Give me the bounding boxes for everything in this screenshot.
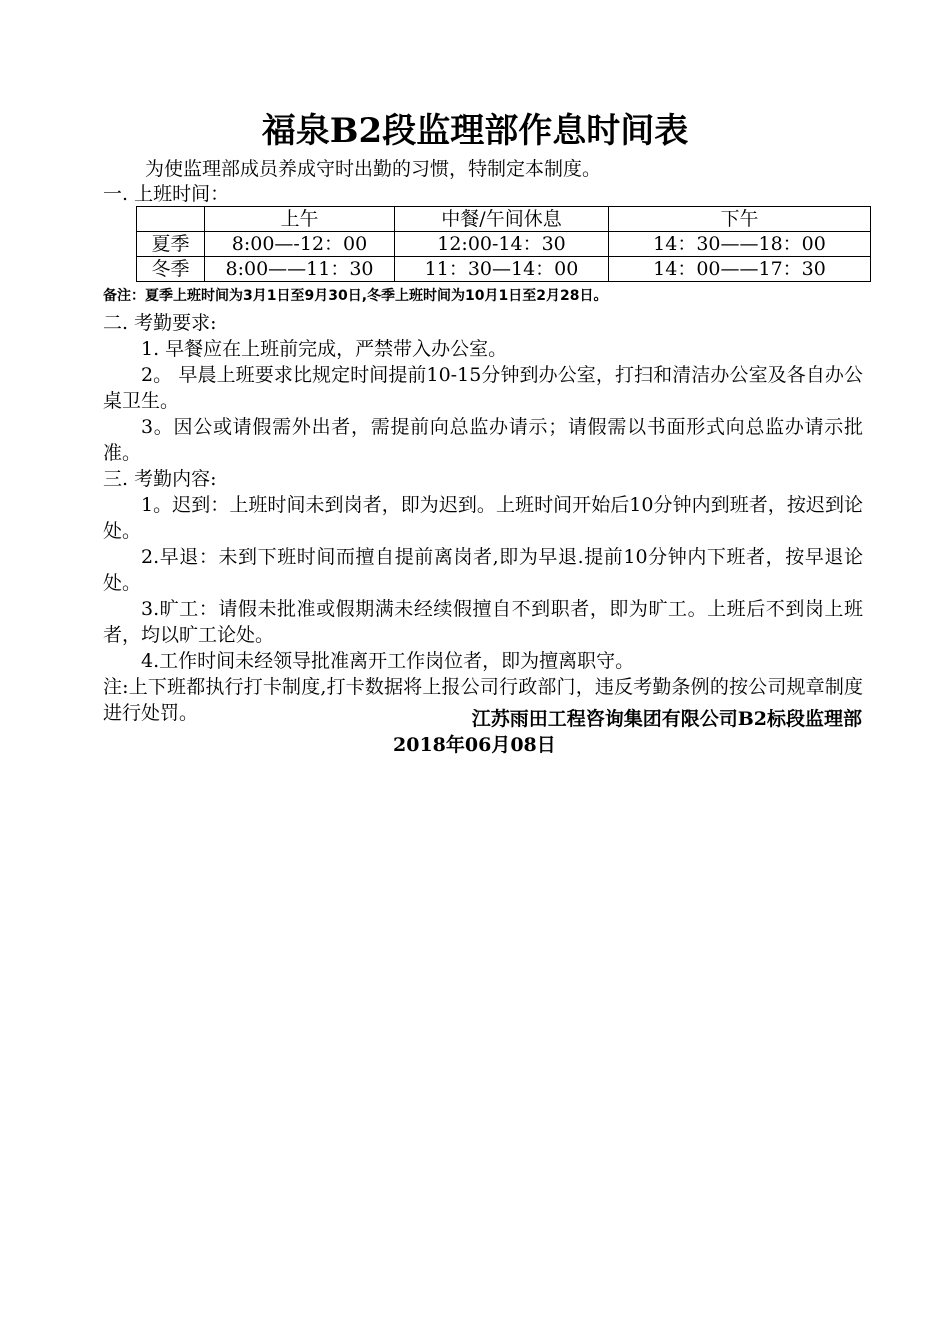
- table-cell: 14：00——17：30: [609, 257, 871, 282]
- list-item: 2.早退：未到下班时间而擅自提前离岗者,即为早退.提前10分钟内下班者，按早退论处。: [103, 546, 863, 594]
- table-cell: 12:00-14：30: [395, 232, 609, 257]
- contents-list: [103, 492, 863, 726]
- list-item: 1. 早餐应在上班前完成，严禁带入办公室。: [141, 338, 508, 360]
- section-heading-work-hours: 一. 上班时间：: [103, 183, 230, 205]
- table-row: [137, 257, 871, 282]
- table-row: [137, 232, 871, 257]
- list-item: 2。 早晨上班要求比规定时间提前10-15分钟到办公室，打扫和清洁办公室及各自办公桌卫生。: [103, 364, 863, 412]
- list-item: 4.工作时间未经领导批准离开工作岗位者，即为擅离职守。: [141, 650, 635, 672]
- list-item: 3.旷工：请假未批准或假期满未经续假擅自不到职者，即为旷工。上班后不到岗上班者，均以旷工论处。: [103, 598, 863, 646]
- table-header-cell: 下午: [609, 207, 871, 232]
- table-cell: 8:00—-12：00: [205, 232, 395, 257]
- intro-text: 为使监理部成员养成守时出勤的习惯，特制定本制度。: [145, 158, 602, 180]
- table-header-cell: 上午: [205, 207, 395, 232]
- list-item: 1。迟到：上班时间未到岗者，即为迟到。上班时间开始后10分钟内到班者，按迟到论处。: [103, 494, 863, 542]
- list-item: 3。因公或请假需外出者，需提前向总监办请示；请假需以书面形式向总监办请示批准。: [103, 416, 863, 464]
- table-cell: 夏季: [137, 232, 205, 257]
- table-cell: 14：30——18：00: [609, 232, 871, 257]
- table-note: 备注：夏季上班时间为3月1日至9月30日,冬季上班时间为10月1日至2月28日。: [103, 288, 608, 304]
- section-heading-contents: 三. 考勤内容:: [103, 468, 217, 490]
- table-header-cell: [137, 207, 205, 232]
- table-cell: 11：30—14：00: [395, 257, 609, 282]
- requirements-list: [103, 336, 863, 466]
- document-title: 福泉B2段监理部作息时间表: [261, 111, 689, 151]
- table-cell: 8:00——11：30: [205, 257, 395, 282]
- table-header-row: [137, 207, 871, 232]
- table-header-cell: 中餐/午间休息: [395, 207, 609, 232]
- schedule-table: [136, 206, 871, 282]
- signature-date: 2018年06月08日: [393, 734, 556, 756]
- section-heading-requirements: 二. 考勤要求:: [103, 312, 217, 334]
- signature: 江苏雨田工程咨询集团有限公司B2标段监理部: [471, 708, 862, 730]
- final-note: 注:上下班都执行打卡制度,打卡数据将上报公司行政部门，违反考勤条例的按公司规章制度进行处罚。: [103, 676, 863, 724]
- table-cell: 冬季: [137, 257, 205, 282]
